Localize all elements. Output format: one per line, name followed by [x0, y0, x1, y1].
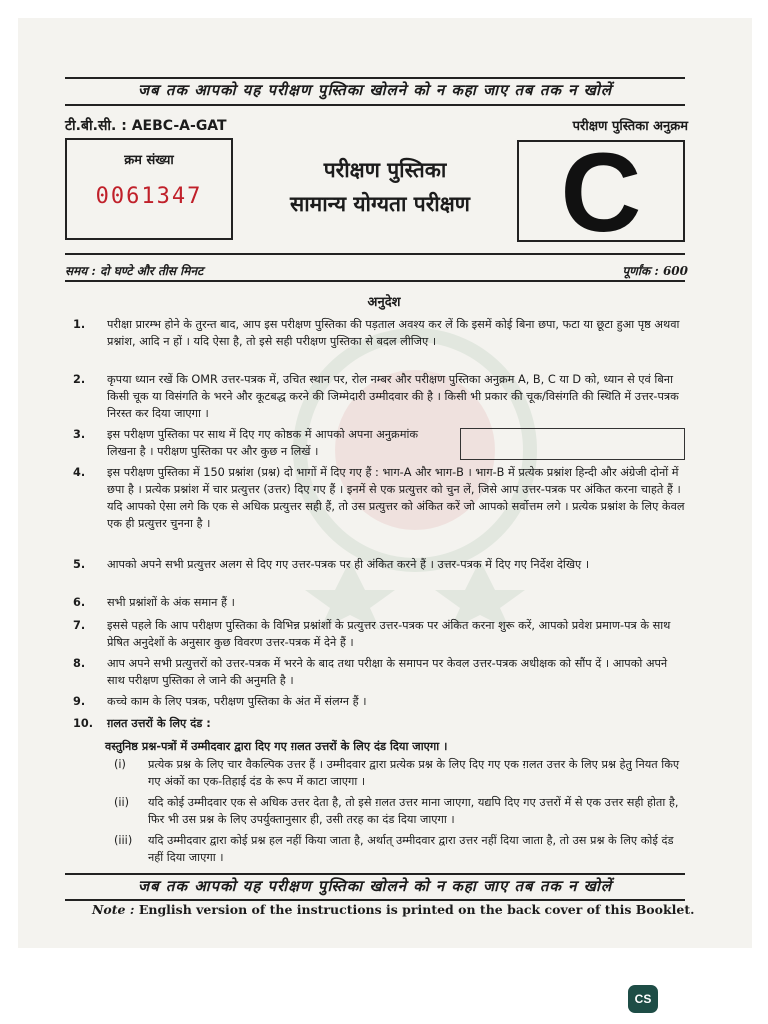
- instruction-text: इस परीक्षण पुस्तिका में 150 प्रश्नांश (प्रश्न) दो भागों में दिए गए हैं : भाग-A और भाग-B । भाग-B में प्रत्येक प्रश्नांश हिन्दी और अंग्रेजी दोनों में छपा है । प्रत्येक प्रश्नांश में चार प्रत्युत्तर (उत्तर) दिए गए हैं । इनमें से एक प्रत्युत्तर को चुन लें, जिसे आप उत्तर-पत्रक पर अंकित करना चाहते हैं । यदि आपको ऐसा लगे कि एक से अधिक प्रत्युत्तर सही हैं, तो उस प्रत्युत्तर को अंकित करें जो आपको सर्वोत्तम लगे । प्रत्येक प्रश्नांश के लिए केवल एक ही प्रत्युत्तर चुनना है ।: [107, 466, 685, 530]
- bottom-rule-upper: [65, 873, 685, 875]
- penalty-text: प्रत्येक प्रश्न के लिए चार वैकल्पिक उत्तर हैं । उम्मीदवार द्वारा प्रत्येक प्रश्न के लिए दिए गए एक ग़लत उत्तर के लिए प्रश्न हेतु नियत किए गए अंकों का एक-तिहाई दंड के रूप में काटा जाएगा ।: [148, 758, 680, 788]
- instruction-text: इससे पहले कि आप परीक्षण पुस्तिका के विभिन्न प्रश्नांशों के प्रत्युत्तर उत्तर-पत्रक पर अंकित करना शुरू करें, आपको प्रवेश प्रमाण-पत्र के साथ प्रेषित अनुदेशों के अनुसार कुछ विवरण उत्तर-पत्रक में देने हैं ।: [107, 619, 671, 649]
- exam-title: सामान्य योग्यता परीक्षण: [290, 192, 470, 216]
- instruction-number: 4.: [73, 466, 86, 479]
- instruction-item: [65, 594, 687, 611]
- instruction-number: 1.: [73, 318, 86, 331]
- penalty-number: (i): [114, 758, 126, 771]
- instruction-text: कृपया ध्यान रखें कि OMR उत्तर-पत्रक में, उचित स्थान पर, रोल नम्बर और परीक्षण पुस्तिका अनुक्रम A, B, C या D को, ध्यान से एवं बिना किसी चूक या विसंगति के भरने और कूटबद्ध करने की जिम्मेदारी उम्मीदवार की है । किसी भी प्रकार की चूक/विसंगति की स्थिति में उत्तर-पत्रक निरस्त कर दिया जाएगा ।: [107, 373, 679, 420]
- instruction-item: [65, 655, 687, 689]
- max-marks: पूर्णांक : 600: [622, 264, 688, 278]
- instruction-item: [65, 556, 687, 573]
- instruction-text: आप अपने सभी प्रत्युत्तरों को उत्तर-पत्रक में भरने के बाद तथा परीक्षा के समापन पर केवल उत्तर-पत्रक अधीक्षक को सौंप दें । आपको अपने साथ परीक्षण पुस्तिका ले जाने की अनुमति है ।: [107, 657, 668, 687]
- booklet-title: परीक्षण पुस्तिका: [323, 158, 447, 182]
- penalty-heading: वस्तुनिष्ठ प्रश्न-पत्रों में उम्मीदवार द्वारा दिए गए ग़लत उत्तरों के लिए दंड दिया जाएगा ।: [105, 740, 448, 753]
- penalty-number: (ii): [114, 796, 130, 809]
- instruction-number: 7.: [73, 619, 86, 632]
- penalty-item: [108, 832, 686, 866]
- top-rule-lower: [65, 104, 685, 106]
- serial-number: 0061347: [95, 184, 203, 209]
- instruction-text: परीक्षा प्रारम्भ होने के तुरन्त बाद, आप इस परीक्षण पुस्तिका की पड़ताल अवश्य कर लें कि इसमें कोई बिना छपा, फटा या छूटा हुआ पृष्ठ अथवा प्रश्नांश, आदि न हों । यदि ऐसा है, तो इसे सही परीक्षण पुस्तिका से बदल लीजिए ।: [107, 318, 680, 348]
- instruction-item: [65, 371, 687, 422]
- serial-number-box: [65, 138, 233, 240]
- instruction-item: [65, 316, 687, 350]
- penalty-number: (iii): [114, 834, 133, 847]
- penalty-item: [108, 794, 686, 828]
- instruction-number: 5.: [73, 558, 86, 571]
- penalty-text: यदि कोई उम्मीदवार एक से अधिक उत्तर देता है, तो इसे ग़लत उत्तर माना जाएगा, यद्यपि दिए गए उत्तरों में से एक उत्तर सही होता है, फिर भी उस प्रश्न के लिए उपर्युक्तानुसार ही, उसी तरह का दंड दिया जाएगा ।: [148, 796, 679, 826]
- bottom-rule-lower: [65, 899, 685, 901]
- instruction-number: 6.: [73, 596, 86, 609]
- exam-duration: समय : दो घण्टे और तीस मिनट: [65, 264, 204, 278]
- series-letter: C: [560, 130, 642, 255]
- instruction-text: ग़लत उत्तरों के लिए दंड :: [107, 717, 211, 730]
- instruction-number: 2.: [73, 373, 86, 386]
- instruction-text: कच्चे काम के लिए पत्रक, परीक्षण पुस्तिका के अंत में संलग्न हैं ।: [107, 695, 367, 708]
- english-note: [92, 902, 712, 917]
- booklet-code: टी.बी.सी. : AEBC-A-GAT: [65, 118, 227, 134]
- top-rule-upper: [65, 77, 685, 79]
- instruction-item: [65, 693, 687, 710]
- instruction-item: [65, 715, 687, 732]
- instruction-text: आपको अपने सभी प्रत्युत्तर अलग से दिए गए उत्तर-पत्रक पर ही अंकित करने हैं । उत्तर-पत्रक में दिए गए निर्देश देखिए ।: [107, 558, 590, 571]
- instructions-heading: अनुदेश: [367, 295, 401, 310]
- note-label: Note :: [92, 902, 135, 917]
- top-banner: जब तक आपको यह परीक्षण पुस्तिका खोलने को न कहा जाए तब तक न खोलें: [137, 81, 613, 99]
- time-rule: [65, 280, 685, 282]
- bottom-banner: जब तक आपको यह परीक्षण पुस्तिका खोलने को न कहा जाए तब तक न खोलें: [137, 877, 613, 895]
- note-text: English version of the instructions is printed on the back cover of this Booklet.: [138, 902, 695, 917]
- penalty-text: यदि उम्मीदवार द्वारा कोई प्रश्न हल नहीं किया जाता है, अर्थात् उम्मीदवार द्वारा उत्तर नहीं दिया जाता है, तो उस प्रश्न के लिए कोई दंड नहीं दिया जाएगा ।: [148, 834, 674, 864]
- instruction-number: 8.: [73, 657, 86, 670]
- instruction-item: [65, 617, 687, 651]
- camscanner-badge: CS: [628, 985, 658, 1013]
- instruction-number: 9.: [73, 695, 86, 708]
- roll-number-box[interactable]: [460, 428, 685, 460]
- instruction-text: इस परीक्षण पुस्तिका पर साथ में दिए गए कोष्ठक में आपको अपना अनुक्रमांक लिखना है । परीक्षण पुस्तिका पर और कुछ न लिखें ।: [107, 428, 419, 458]
- instruction-text: सभी प्रश्नांशों के अंक समान हैं ।: [107, 596, 235, 609]
- penalty-item: [108, 756, 686, 790]
- series-box: [517, 130, 685, 255]
- instruction-number: 10.: [73, 717, 94, 730]
- serial-number-label: क्रम संख्या: [124, 153, 174, 168]
- instruction-item: [65, 464, 687, 532]
- series-label: परीक्षण पुस्तिका अनुक्रम: [572, 119, 688, 134]
- instruction-number: 3.: [73, 428, 86, 441]
- header-rule: [65, 253, 685, 255]
